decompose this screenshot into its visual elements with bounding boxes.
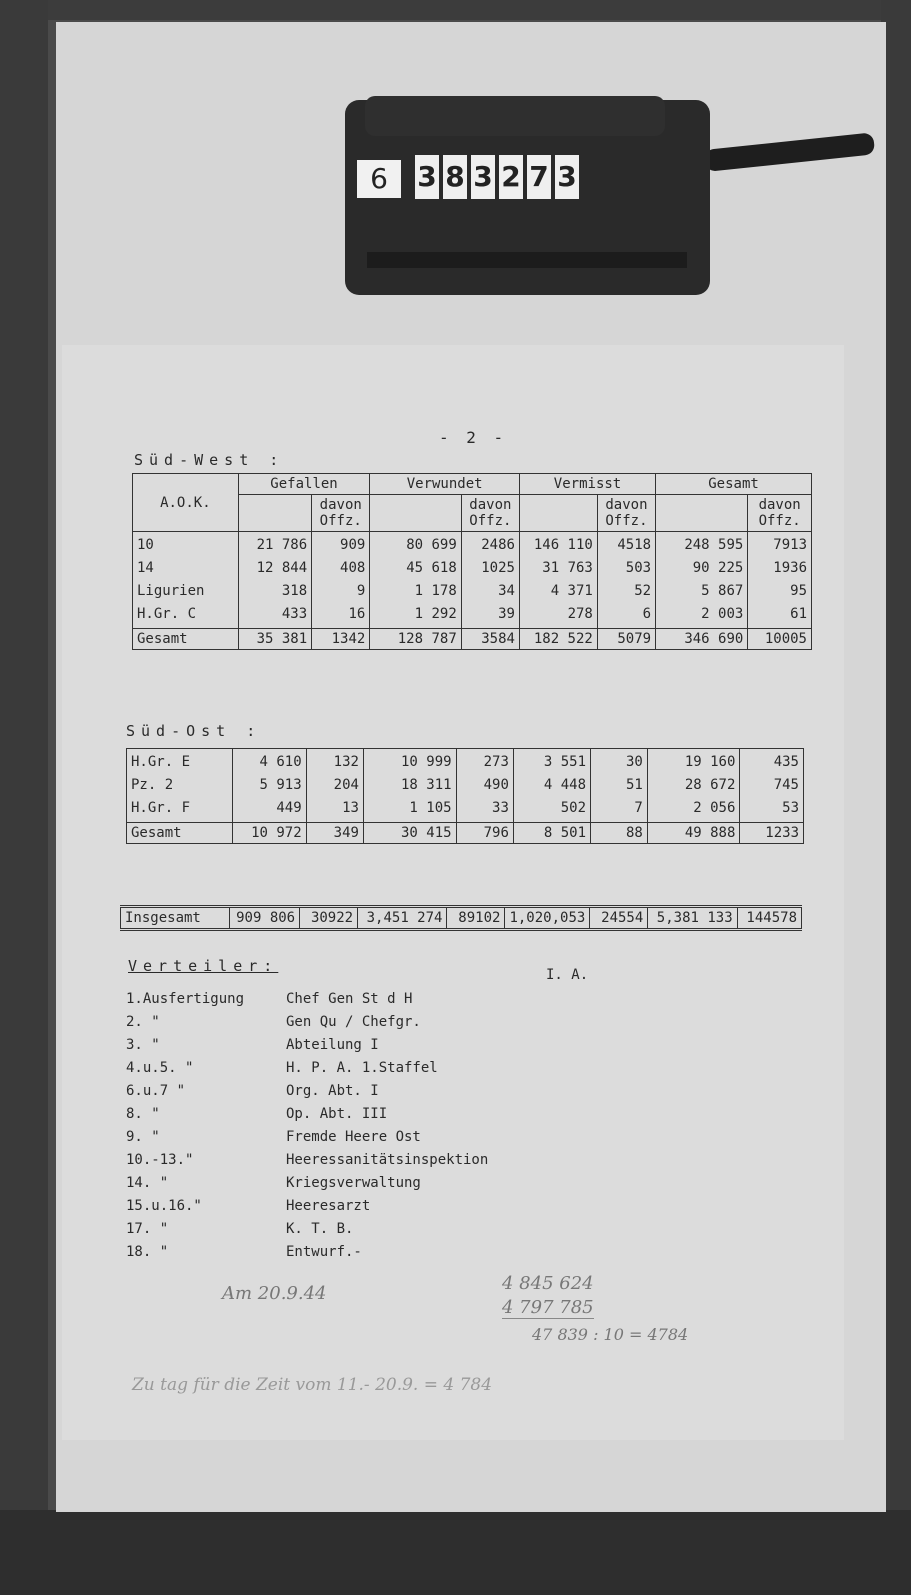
cell: 14 xyxy=(137,560,154,576)
cell: Gesamt xyxy=(127,823,233,844)
dist-number: 1.Ausfertigung xyxy=(126,991,245,1007)
counter-slot xyxy=(367,252,687,268)
cell: 35 381 xyxy=(238,629,311,650)
verteiler-title: Verteiler: xyxy=(128,957,279,975)
header-blank xyxy=(519,495,597,532)
counter-digits xyxy=(415,155,579,199)
list-item xyxy=(126,1103,488,1126)
cell: 89102 xyxy=(447,907,505,930)
handwritten-bottom-note: Zu tag für die Zeit vom 11.- 20.9. = 4 784 xyxy=(132,1375,493,1395)
counter-digit: 7 xyxy=(527,155,551,199)
dist-recipient: Chef Gen St d H xyxy=(286,991,413,1007)
cell: 30922 xyxy=(300,907,358,930)
cell: 1,020,053 xyxy=(505,907,590,930)
cell: Pz. 2 xyxy=(131,777,174,793)
cell: 5 913 xyxy=(259,777,302,793)
cell: 10005 xyxy=(748,629,812,650)
dist-recipient: Abteilung I xyxy=(286,1037,379,1053)
cell: 4 448 xyxy=(543,777,587,793)
frame-top xyxy=(0,0,911,20)
section-title-sued-ost: Süd-Ost : xyxy=(126,722,262,740)
cell: 2486 xyxy=(481,537,515,553)
col-gesamt-offz xyxy=(740,749,804,823)
cell: 18 311 xyxy=(401,777,452,793)
cell: 502 xyxy=(560,800,587,816)
cell: 128 787 xyxy=(370,629,461,650)
list-item xyxy=(126,1057,488,1080)
cell: 248 595 xyxy=(684,537,744,553)
dist-recipient: H. P. A. 1.Staffel xyxy=(286,1060,438,1076)
dist-number: 4.u.5. " xyxy=(126,1060,194,1076)
cell: 278 xyxy=(567,606,593,622)
distribution-list xyxy=(126,988,488,1264)
dist-number: 8. " xyxy=(126,1106,160,1122)
col-vermisst-offz xyxy=(591,749,648,823)
cell: 12 844 xyxy=(256,560,308,576)
header-davon-offz: davon Offz. xyxy=(597,495,655,532)
table-body-row xyxy=(127,749,804,823)
cell: 3 551 xyxy=(543,754,587,770)
cell: 2 003 xyxy=(701,606,744,622)
header-davon-offz: davon Offz. xyxy=(461,495,519,532)
cell: 80 699 xyxy=(406,537,457,553)
cell: 4 610 xyxy=(259,754,302,770)
table-sued-ost xyxy=(126,748,804,844)
cell: 4518 xyxy=(617,537,652,553)
cell: 1 292 xyxy=(414,606,457,622)
header-blank xyxy=(238,495,311,532)
col-verwundet-offz xyxy=(461,532,519,629)
document-page xyxy=(62,345,844,1440)
list-item xyxy=(126,1195,488,1218)
cell: 61 xyxy=(790,606,807,622)
cell: 796 xyxy=(456,823,513,844)
cell: Ligurien xyxy=(137,583,205,599)
cell: 28 672 xyxy=(684,777,736,793)
handwritten-calc-2: 4 797 785 xyxy=(502,1297,594,1318)
cell: Gesamt xyxy=(133,629,239,650)
cell: 34 xyxy=(498,583,515,599)
cell: 52 xyxy=(634,583,652,599)
list-item xyxy=(126,1126,488,1149)
cell: 13 xyxy=(342,800,359,816)
list-item xyxy=(126,988,488,1011)
cell: 8 501 xyxy=(513,823,590,844)
handwritten-calc-1: 4 845 624 xyxy=(502,1273,594,1294)
dist-number: 2. " xyxy=(126,1014,160,1030)
cell: 449 xyxy=(276,800,302,816)
cell: 31 763 xyxy=(542,560,593,576)
cell: 21 786 xyxy=(256,537,308,553)
dist-number: 6.u.7 " xyxy=(126,1083,186,1099)
dist-recipient: Op. Abt. III xyxy=(286,1106,388,1122)
section-title-sued-west: Süd-West : xyxy=(134,451,285,469)
cell: 204 xyxy=(333,777,359,793)
cell: 318 xyxy=(281,583,308,599)
col-names xyxy=(127,749,233,823)
list-item xyxy=(126,1149,488,1172)
dist-number: 14. " xyxy=(126,1175,169,1191)
counter-digit: 8 xyxy=(443,155,467,199)
dist-recipient: K. T. B. xyxy=(286,1221,354,1237)
frame-counter-device xyxy=(345,100,710,295)
list-item xyxy=(126,1034,488,1057)
cell: 3,451 274 xyxy=(358,907,447,930)
list-item xyxy=(126,1218,488,1241)
list-item xyxy=(126,1241,488,1264)
cell: 435 xyxy=(773,754,799,770)
dist-number: 10.-13." xyxy=(126,1152,194,1168)
cell: 88 xyxy=(591,823,648,844)
cell: 7913 xyxy=(773,537,807,553)
cell: 45 618 xyxy=(406,560,457,576)
cell: 346 690 xyxy=(656,629,748,650)
header-davon-offz: davon Offz. xyxy=(312,495,370,532)
cell: 909 xyxy=(340,537,366,553)
header-verwundet: Verwundet xyxy=(370,474,520,495)
cell: 273 xyxy=(483,754,509,770)
cell: 33 xyxy=(492,800,509,816)
cell: 1342 xyxy=(312,629,370,650)
table-sued-west xyxy=(132,473,812,650)
counter-digit: 3 xyxy=(555,155,579,199)
header-vermisst: Vermisst xyxy=(519,474,655,495)
header-davon-offz: davon Offz. xyxy=(748,495,812,532)
col-gesamt xyxy=(647,749,740,823)
frame-bottom xyxy=(0,1510,911,1595)
cell: 146 110 xyxy=(533,537,593,553)
table-total-row xyxy=(121,907,802,930)
col-gefallen-offz xyxy=(306,749,363,823)
header-aok: A.O.K. xyxy=(133,474,239,532)
counter-cap xyxy=(365,96,665,136)
table-total-row xyxy=(133,629,812,650)
table-header-row xyxy=(133,474,812,495)
col-verwundet-offz xyxy=(456,749,513,823)
cell: 349 xyxy=(306,823,363,844)
col-names xyxy=(133,532,239,629)
col-gefallen xyxy=(233,749,306,823)
header-gefallen: Gefallen xyxy=(238,474,370,495)
cell: 39 xyxy=(498,606,515,622)
cell: 19 160 xyxy=(684,754,736,770)
dist-recipient: Heeressanitätsinspektion xyxy=(286,1152,489,1168)
list-item xyxy=(126,1011,488,1034)
cell: 490 xyxy=(483,777,509,793)
dist-recipient: Org. Abt. I xyxy=(286,1083,379,1099)
cell: 3584 xyxy=(461,629,519,650)
cell: 16 xyxy=(348,606,366,622)
cell: 745 xyxy=(773,777,799,793)
cell: 1 178 xyxy=(414,583,457,599)
cell: 5,381 133 xyxy=(648,907,737,930)
dist-number: 17. " xyxy=(126,1221,169,1237)
cell: 5 867 xyxy=(701,583,744,599)
dist-number: 15.u.16." xyxy=(126,1198,202,1214)
col-vermisst xyxy=(513,749,590,823)
cell: 4 371 xyxy=(550,583,593,599)
cell: 90 225 xyxy=(692,560,744,576)
cell: 30 415 xyxy=(363,823,456,844)
col-verwundet xyxy=(370,532,461,629)
cell: 1233 xyxy=(740,823,804,844)
list-item xyxy=(126,1080,488,1103)
cell: 49 888 xyxy=(647,823,740,844)
cell: 1936 xyxy=(773,560,807,576)
cell: 24554 xyxy=(590,907,648,930)
cell: Insgesamt xyxy=(121,907,230,930)
cell: 2 056 xyxy=(693,800,736,816)
cell: 408 xyxy=(340,560,366,576)
cell: 51 xyxy=(625,777,643,793)
counter-digit: 3 xyxy=(471,155,495,199)
col-vermisst xyxy=(519,532,597,629)
dist-recipient: Gen Qu / Chefgr. xyxy=(286,1014,421,1030)
counter-prefix: 6 xyxy=(357,160,401,198)
cell: 7 xyxy=(634,800,643,816)
counter-digit: 3 xyxy=(415,155,439,199)
cell: 30 xyxy=(625,754,643,770)
col-gesamt xyxy=(656,532,748,629)
handwritten-date: Am 20.9.44 xyxy=(222,1283,327,1304)
col-vermisst-offz xyxy=(597,532,655,629)
table-total-row xyxy=(127,823,804,844)
cell: 144578 xyxy=(737,907,801,930)
cell: 9 xyxy=(356,583,366,599)
handwritten-calc-3: 47 839 : 10 = 4784 xyxy=(532,1325,689,1344)
cell: 132 xyxy=(333,754,359,770)
col-gefallen-offz xyxy=(312,532,370,629)
frame-left xyxy=(0,0,48,1595)
cell: 10 999 xyxy=(401,754,452,770)
cell: 10 xyxy=(137,537,154,553)
cell: 182 522 xyxy=(519,629,597,650)
cell: H.Gr. E xyxy=(131,754,191,770)
dist-recipient: Fremde Heere Ost xyxy=(286,1129,421,1145)
cell: 53 xyxy=(782,800,799,816)
cell: 909 806 xyxy=(230,907,300,930)
header-blank xyxy=(656,495,748,532)
list-item xyxy=(126,1172,488,1195)
cell: 433 xyxy=(281,606,308,622)
cell: 95 xyxy=(790,583,807,599)
col-gefallen xyxy=(238,532,311,629)
page-number: - 2 - xyxy=(439,428,508,447)
dist-recipient: Kriegsverwaltung xyxy=(286,1175,421,1191)
dist-number: 18. " xyxy=(126,1244,169,1260)
dist-number: 3. " xyxy=(126,1037,160,1053)
cell: 1025 xyxy=(481,560,515,576)
cell: 10 972 xyxy=(233,823,306,844)
header-blank xyxy=(370,495,461,532)
signature-prefix: I. A. xyxy=(546,967,589,983)
cell: 6 xyxy=(642,606,652,622)
dist-recipient: Heeresarzt xyxy=(286,1198,371,1214)
table-body-row xyxy=(133,532,812,629)
cell: H.Gr. C xyxy=(137,606,197,622)
counter-digit: 2 xyxy=(499,155,523,199)
table-insgesamt xyxy=(120,905,802,931)
dist-recipient: Entwurf.- xyxy=(286,1244,362,1260)
cell: 503 xyxy=(625,560,652,576)
col-verwundet xyxy=(363,749,456,823)
cell: 1 105 xyxy=(409,800,452,816)
col-gesamt-offz xyxy=(748,532,812,629)
dist-number: 9. " xyxy=(126,1129,160,1145)
cell: 5079 xyxy=(597,629,655,650)
cell: H.Gr. F xyxy=(131,800,191,816)
header-gesamt: Gesamt xyxy=(656,474,812,495)
